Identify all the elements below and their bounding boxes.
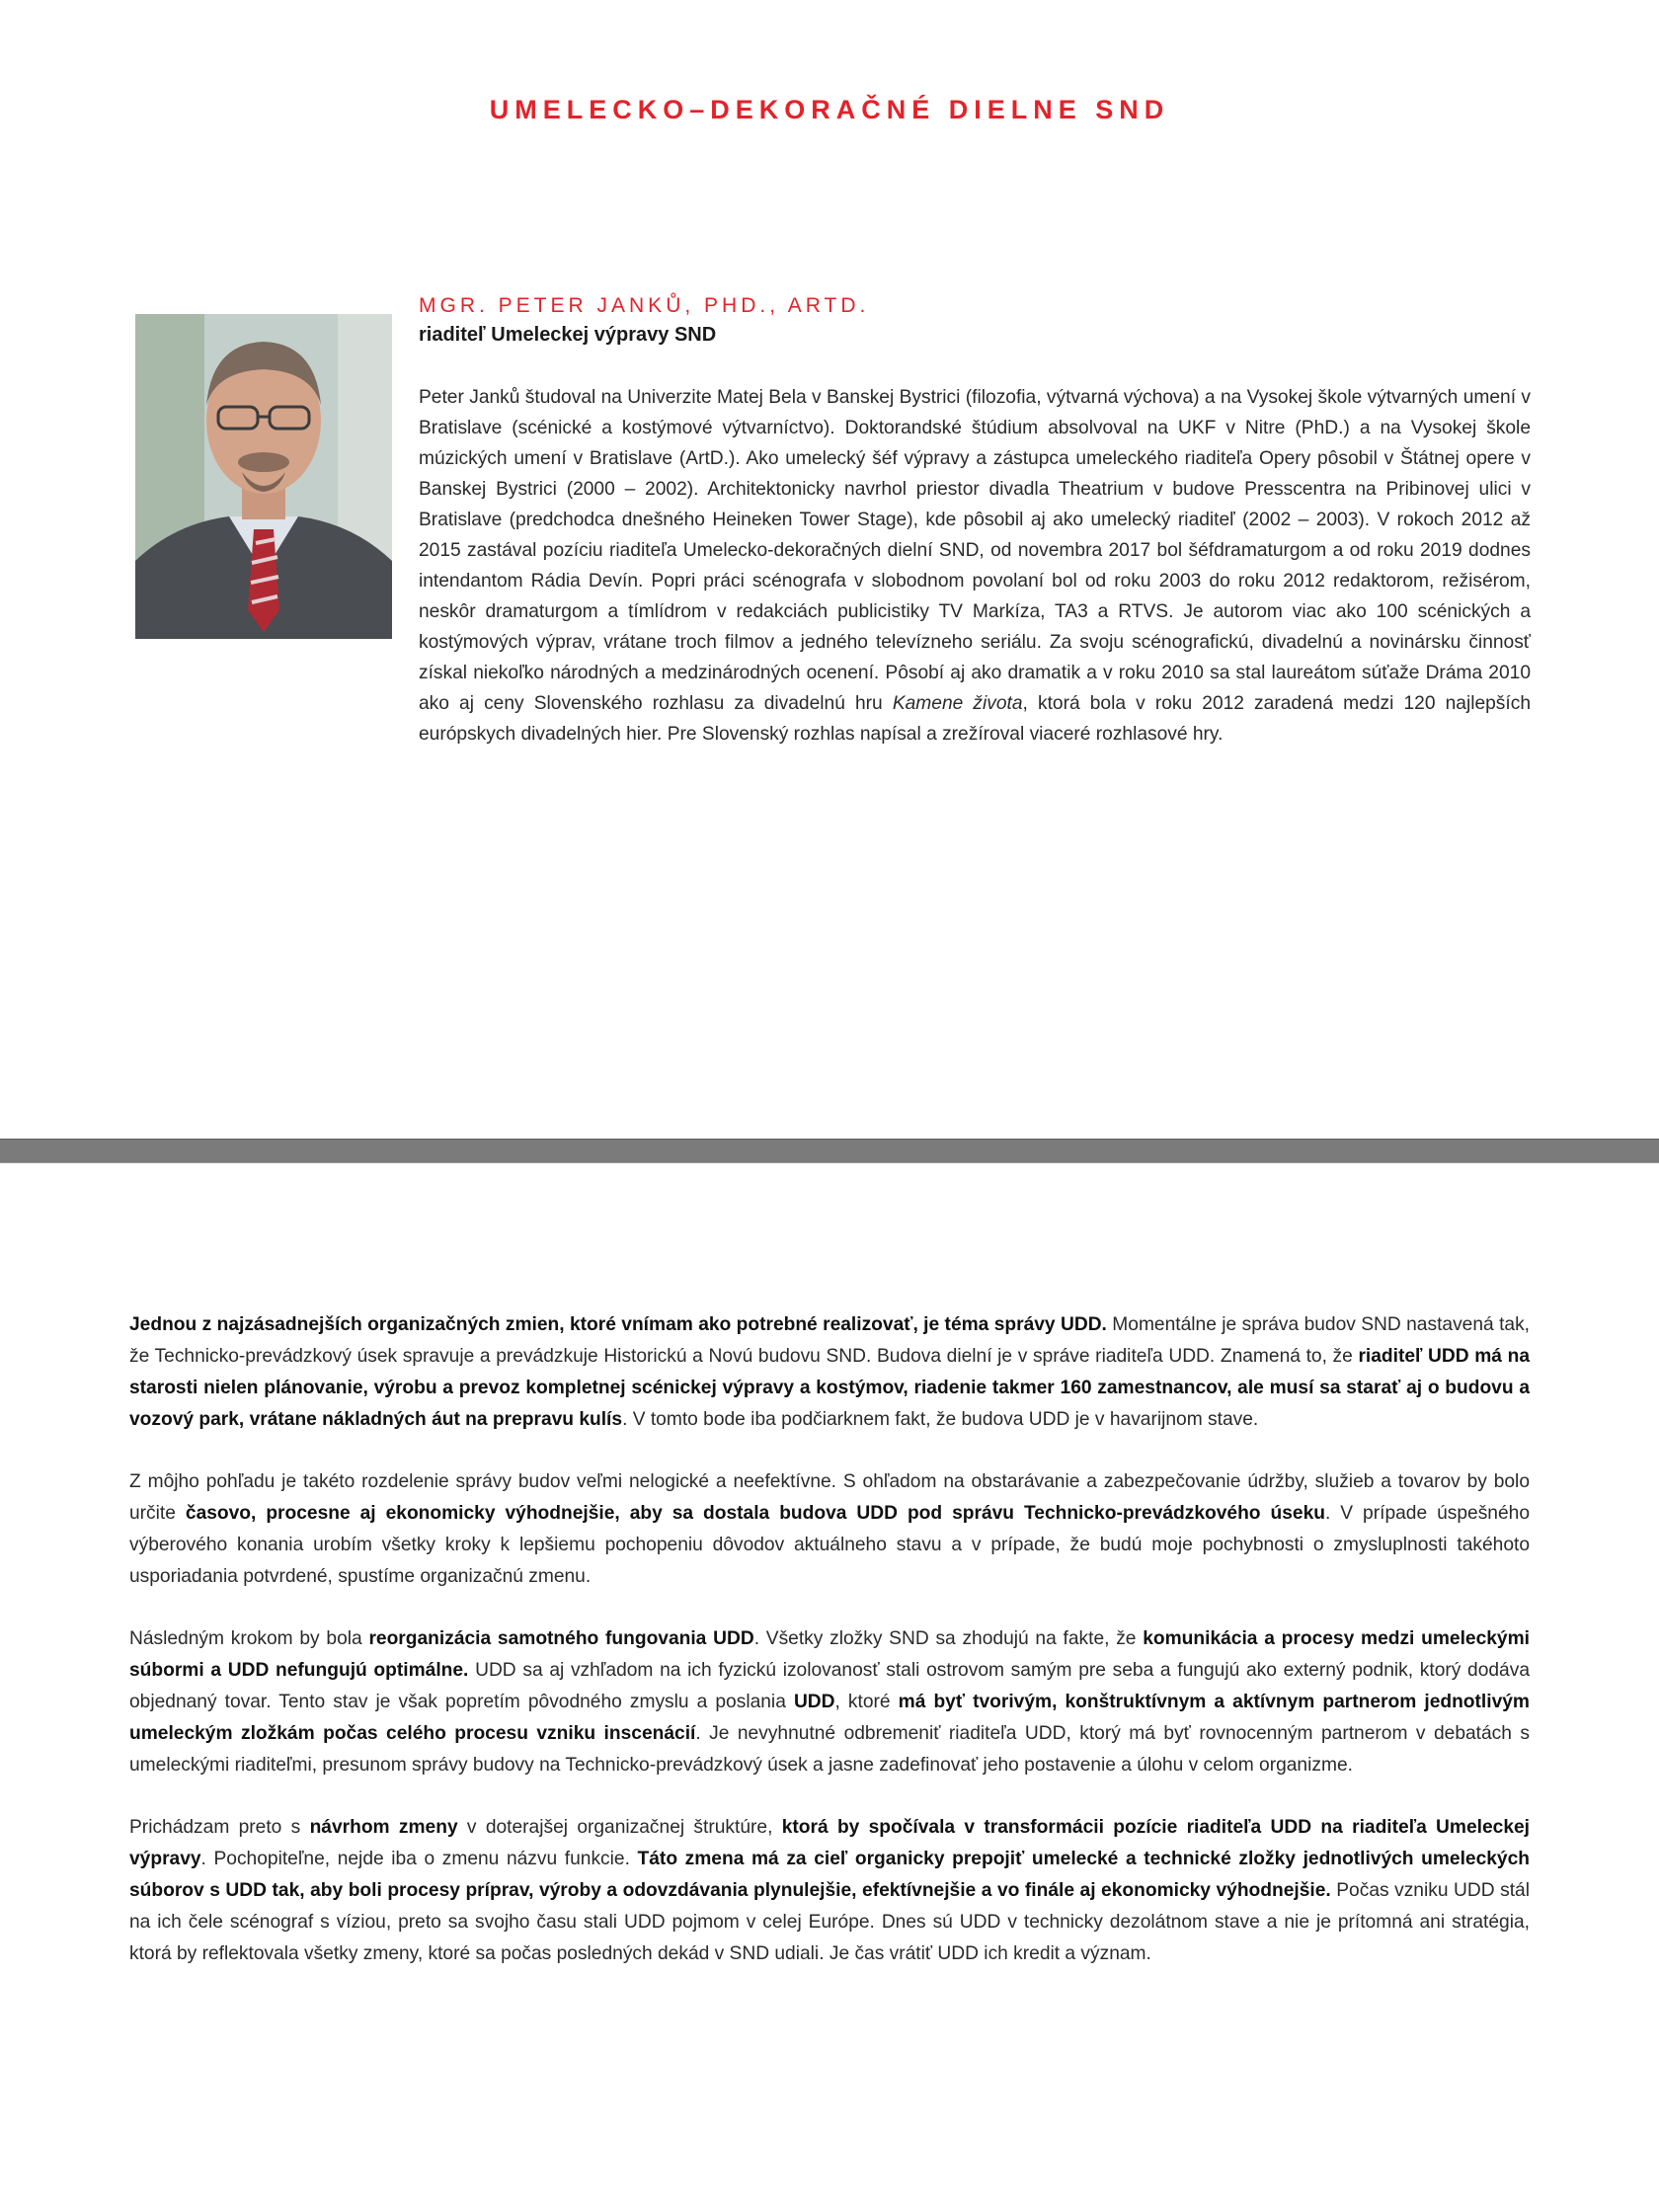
paragraph-3 — [129, 1623, 1530, 1781]
person-role: riaditeľ Umeleckej výpravy SND — [419, 324, 717, 346]
emphasized-text: reorganizácia samotného fungovania UDD — [368, 1628, 754, 1649]
emphasized-text: návrhom zmeny — [309, 1817, 458, 1838]
emphasized-text: ktorá by spočívala v transformácii pozície riaditeľa UDD na riaditeľa Umeleckej výpravy — [129, 1817, 1530, 1869]
person-name: MGR. PETER JANKŮ, PHD., ARTD. — [419, 294, 870, 317]
paragraph-text: Počas vzniku UDD stál na ich čele scénograf s víziou, preto sa svojho času stali UDD pojmom v celej Európe. Dnes sú UDD v technicky dezolátnom stave a nie je prítomná ani stratégia, ktorá by reflektovala všetky zmeny, ktoré sa počas posledných dekád v SND udiali. Je čas vrátiť UDD ich kredit a význam. — [129, 1880, 1530, 1964]
document-page-2 — [0, 1163, 1659, 2212]
emphasized-text: má byť tvorivým, konštruktívnym a aktívnym partnerom jednotlivým umeleckým zložkám počas celého procesu vzniku inscenácií — [129, 1692, 1530, 1744]
paragraph-text: . Je nevyhnutné odbremeniť riaditeľa UDD, ktorý má byť rovnocenným partnerom v debatách s umeleckými riaditeľmi, presunom správy budovy na Technicko-prevádzkový úsek a jasne zadefinovať jeho postavenie a úlohu v celom organizme. — [129, 1723, 1530, 1776]
biography-text-start: Peter Janků študoval na Univerzite Matej Bela v Banskej Bystrici (filozofia, výtvarná výchova) a na Vysokej škole výtvarných umení v Bratislave (scénické a kostýmové výtvarníctvo). Doktorandské štúdium absolvoval na UKF v Nitre (PhD.) a na Vysokej škole múzických umení v Bratislave (ArtD.). Ako umelecký šéf výpravy a zástupca umeleckého riaditeľa Opery pôsobil v Štátnej opere v Banskej Bystrici (2000 – 2002). Architektonicky navrhol priestor divadla Theatrium v budove Presscentra na Pribinovej ulici v Bratislave (predchodca dnešného Heineken Tower Stage), kde pôsobil aj ako umelecký riaditeľ (2002 – 2003). V rokoch 2012 až 2015 zastával pozíciu riaditeľa Umelecko-dekoračných dielní SND, od novembra 2017 bol šéfdramaturgom a od roku 2019 dodnes intendantom Rádia Devín. Popri práci scénografa v slobodnom povolaní bol od roku 2003 do roku 2012 redaktorom, režisérom, neskôr dramaturgom a tímlídrom v redakciách publicistiky TV Markíza, TA3 a RTVS. Je autorom viac ako 100 scénických a kostýmových výprav, vrátane troch filmov a jedného televízneho seriálu. Za svoju scénografickú, divadelnú a novinársku činnosť získal niekoľko národných a medzinárodných ocenení. Pôsobí aj ako dramatik a v roku 2010 sa stal laureátom súťaže Dráma 2010 ako aj ceny Slovenského rozhlasu za divadelnú hru — [419, 387, 1531, 714]
paragraph-4 — [129, 1812, 1530, 1970]
paragraph-text: Následným krokom by bola — [129, 1628, 369, 1649]
paragraph-text: , ktoré — [834, 1692, 899, 1712]
paragraph-text: . V prípade úspešného výberového konania urobím všetky kroky k lepšiemu pochopeniu dôvodov aktuálneho stavu a v prípade, že budú moje pochybnosti o zmysluplnosti takéhoto usporiadania potvrdené, spustíme organizačnú zmenu. — [129, 1503, 1530, 1587]
portrait-photo — [135, 314, 392, 639]
biography-play-title: Kamene života — [892, 693, 1023, 714]
paragraph-text: Prichádzam preto s — [129, 1817, 310, 1838]
emphasized-text: časovo, procesne aj ekonomicky výhodnejšie, aby sa dostala budova UDD pod správu Technicko-prevádzkového úseku — [185, 1503, 1325, 1524]
paragraph-text: . Pochopiteľne, nejde iba o zmenu názvu funkcie. — [200, 1849, 638, 1869]
emphasized-text: Jednou z najzásadnejších organizačných zmien, ktoré vnímam ako potrebné realizovať, je téma správy UDD. — [129, 1314, 1107, 1335]
paragraph-1 — [129, 1309, 1530, 1436]
emphasized-text: UDD — [793, 1692, 835, 1712]
emphasized-text: Táto zmena má za cieľ organicky prepojiť umelecké a technické zložky jednotlivých umeleckých súborov s UDD tak, aby boli procesy príprav, výroby a odovzdávania plynulejšie, efektívnejšie a vo finále aj ekonomicky výhodnejšie. — [129, 1849, 1530, 1901]
article-body — [129, 1309, 1530, 2001]
emphasized-text: komunikácia a procesy medzi umeleckými súbormi a UDD nefungujú optimálne. — [129, 1628, 1530, 1681]
paragraph-text: . Všetky zložky SND sa zhodujú na fakte, že — [753, 1628, 1144, 1649]
profile-section — [419, 294, 1531, 750]
page-break-divider — [0, 1139, 1659, 1163]
paragraph-2 — [129, 1466, 1530, 1593]
paragraph-text: . V tomto bode iba podčiarknem fakt, že budova UDD je v havarijnom stave. — [622, 1409, 1259, 1430]
paragraph-text: v doterajšej organizačnej štruktúre, — [457, 1817, 782, 1838]
biography-paragraph — [419, 382, 1531, 750]
paragraph-text: Z môjho pohľadu je takéto rozdelenie správy budov veľmi nelogické a neefektívne. S ohľadom na obstarávanie a zabezpečovanie údržby, služieb a tovarov by bolo určite — [129, 1471, 1530, 1524]
emphasized-text: riaditeľ UDD má na starosti nielen plánovanie, výrobu a prevoz kompletnej scénickej výpravy a kostýmov, riadenie takmer 160 zamestnancov, ale musí sa starať aj o budovu a vozový park, vrátane nákladných áut na prepravu kulís — [129, 1346, 1530, 1430]
biography-text-end: , ktorá bola v roku 2012 zaradená medzi 120 najlepších európskych divadelných hier. Pre Slovenský rozhlas napísal a zrežíroval viaceré rozhlasové hry. — [419, 693, 1531, 745]
portrait-illustration — [135, 314, 392, 639]
paragraph-text: Momentálne je správa budov SND nastavená tak, že Technicko-prevádzkový úsek spravuje a prevádzkuje Historickú a Novú budovu SND. Budova dielní je v správe riaditeľa UDD. Znamená to, že — [129, 1314, 1531, 1367]
paragraph-text: UDD sa aj vzhľadom na ich fyzickú izolovanosť stali ostrovom samým pre seba a fungujú ako externý podnik, ktorý dodáva objednaný tovar. Tento stav je však popretím pôvodného zmyslu a poslania — [129, 1660, 1530, 1712]
page-title: UMELECKO–DEKORAČNÉ DIELNE SND — [489, 95, 1170, 124]
